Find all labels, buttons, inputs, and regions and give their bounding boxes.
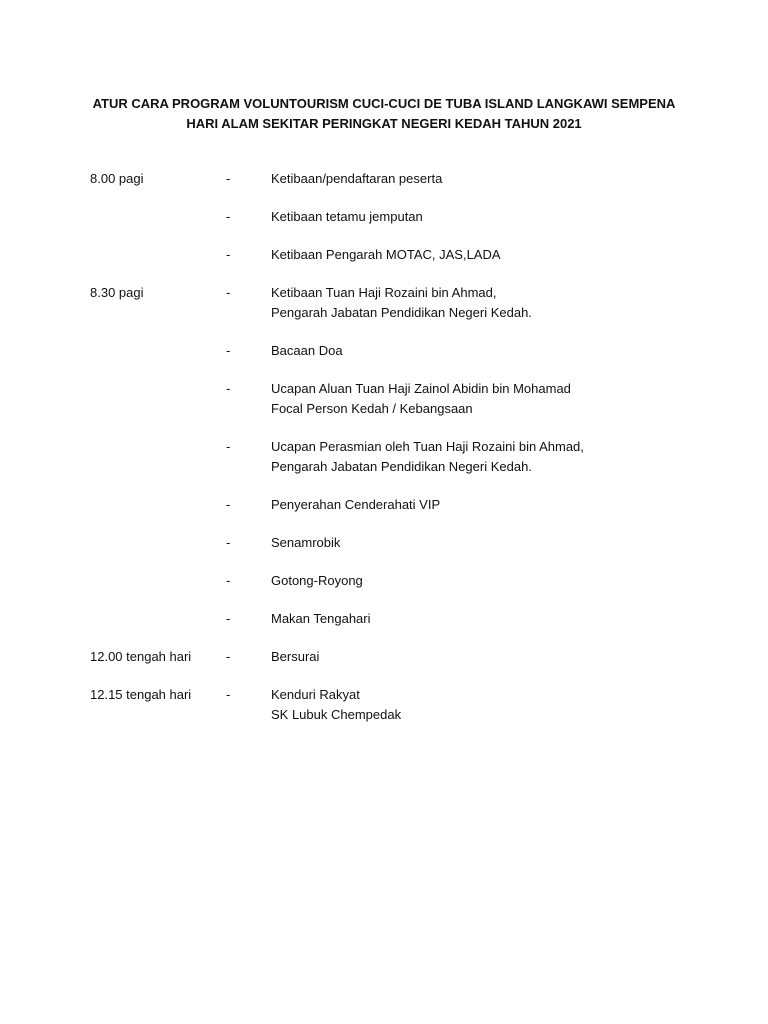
description-line: Pengarah Jabatan Pendidikan Negeri Kedah. <box>271 305 532 320</box>
schedule-time: 12.00 tengah hari <box>90 649 192 664</box>
schedule-item <box>90 571 710 591</box>
schedule-item <box>90 609 710 629</box>
schedule-separator: - <box>226 209 231 224</box>
schedule-time: 12.15 tengah hari <box>90 687 192 702</box>
description-line: Focal Person Kedah / Kebangsaan <box>271 401 473 416</box>
schedule-item <box>90 495 710 515</box>
schedule-time: 8.30 pagi <box>90 285 144 300</box>
description-line: Senamrobik <box>271 535 341 550</box>
schedule-item <box>90 647 710 667</box>
schedule-description <box>271 169 710 189</box>
description-line: Ketibaan Tuan Haji Rozaini bin Ahmad, <box>271 285 497 300</box>
schedule-separator: - <box>226 687 231 702</box>
schedule-separator: - <box>226 497 231 512</box>
description-line: Pengarah Jabatan Pendidikan Negeri Kedah. <box>271 459 532 474</box>
schedule-item <box>90 207 710 227</box>
schedule-description <box>271 647 710 667</box>
description-line: Ketibaan/pendaftaran peserta <box>271 171 443 186</box>
description-line: Makan Tengahari <box>271 611 371 626</box>
schedule-separator: - <box>226 535 231 550</box>
schedule-description <box>271 685 710 725</box>
schedule-separator: - <box>226 171 231 186</box>
schedule-description <box>271 245 710 265</box>
schedule-separator: - <box>226 381 231 396</box>
schedule-description <box>271 341 710 361</box>
schedule-description <box>271 379 710 419</box>
description-line: Bersurai <box>271 649 320 664</box>
title-line-1: ATUR CARA PROGRAM VOLUNTOURISM CUCI-CUCI DE TUBA ISLAND LANGKAWI SEMPENA <box>92 96 676 111</box>
schedule-description <box>271 207 710 227</box>
description-line: Ketibaan tetamu jemputan <box>271 209 423 224</box>
document-title <box>60 94 708 134</box>
schedule-description <box>271 571 710 591</box>
schedule-separator: - <box>226 649 231 664</box>
schedule-item <box>90 169 710 189</box>
schedule-item <box>90 341 710 361</box>
schedule-item <box>90 283 710 323</box>
schedule-separator: - <box>226 247 231 262</box>
description-line: SK Lubuk Chempedak <box>271 707 402 722</box>
description-line: Ucapan Perasmian oleh Tuan Haji Rozaini bin Ahmad, <box>271 439 584 454</box>
description-line: Gotong-Royong <box>271 573 363 588</box>
schedule-item <box>90 685 710 725</box>
description-line: Ketibaan Pengarah MOTAC, JAS,LADA <box>271 247 501 262</box>
schedule-description <box>271 533 710 553</box>
schedule-separator: - <box>226 439 231 454</box>
schedule-item <box>90 379 710 419</box>
schedule-description <box>271 437 710 477</box>
description-line: Penyerahan Cenderahati VIP <box>271 497 441 512</box>
description-line: Bacaan Doa <box>271 343 343 358</box>
description-line: Kenduri Rakyat <box>271 687 360 702</box>
schedule-item <box>90 437 710 477</box>
schedule-description <box>271 283 710 323</box>
schedule-separator: - <box>226 343 231 358</box>
schedule-separator: - <box>226 573 231 588</box>
schedule-list <box>90 169 710 725</box>
schedule-description <box>271 495 710 515</box>
schedule-item <box>90 533 710 553</box>
schedule-item <box>90 245 710 265</box>
schedule-description <box>271 609 710 629</box>
schedule-separator: - <box>226 285 231 300</box>
schedule-separator: - <box>226 611 231 626</box>
description-line: Ucapan Aluan Tuan Haji Zainol Abidin bin Mohamad <box>271 381 571 396</box>
title-line-2: HARI ALAM SEKITAR PERINGKAT NEGERI KEDAH TAHUN 2021 <box>186 116 582 131</box>
schedule-time: 8.00 pagi <box>90 171 144 186</box>
